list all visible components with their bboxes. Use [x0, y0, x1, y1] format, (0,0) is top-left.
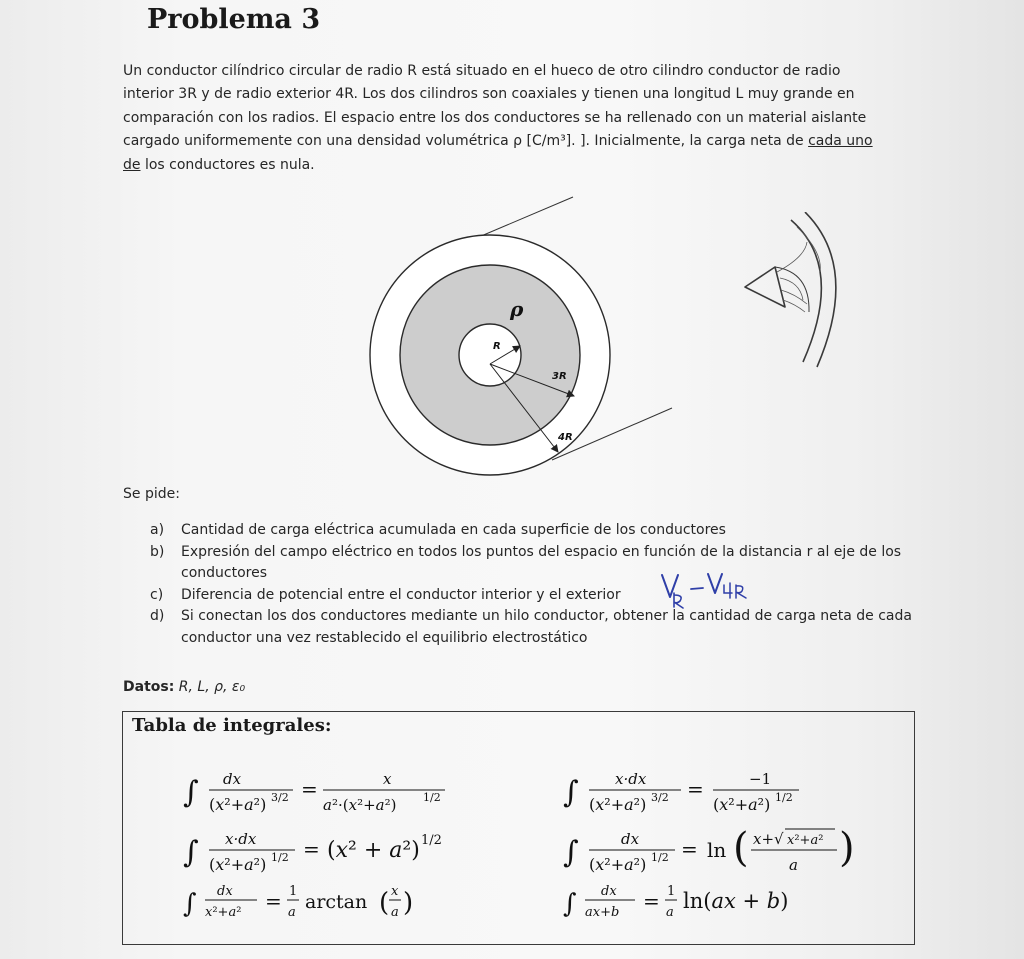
statement-line: interior 3R y de radio exterior 4R. Los dos cilindros son coaxiales y tienen una longitud L muy grande en: [123, 86, 855, 103]
svg-text:(x²+a²): (x²+a²): [209, 855, 267, 874]
svg-text:−1: −1: [749, 770, 772, 788]
svg-text:(x²+a²): (x²+a²): [209, 795, 267, 814]
svg-text:(x²+a²): (x²+a²): [589, 855, 647, 874]
svg-text:=: =: [301, 777, 318, 801]
rho-label: ρ: [510, 297, 524, 321]
svg-text:a: a: [666, 905, 674, 920]
question-label: d): [150, 608, 165, 624]
hand-sketch: [725, 212, 855, 372]
svg-text:1/2: 1/2: [421, 833, 442, 848]
svg-text:1/2: 1/2: [651, 851, 669, 864]
coaxial-cylinder-figure: [360, 188, 690, 478]
svg-text:dx: dx: [223, 770, 242, 788]
svg-text:dx: dx: [601, 884, 617, 899]
datos-value: R, L, ρ, ε₀: [178, 679, 246, 695]
datos-label: Datos:: [123, 679, 175, 695]
svg-text:(x²+a²): (x²+a²): [713, 795, 771, 814]
integral-formula: [563, 760, 863, 822]
inner-conductor: [459, 324, 521, 386]
question-text: Si conectan los dos conductores mediante un hilo conductor, obtener la cantidad de carga neta de cada conductor una vez restablecido el equilibrio electrostático: [181, 608, 912, 646]
svg-text:1/2: 1/2: [775, 791, 793, 804]
svg-text:ln: ln: [707, 838, 727, 862]
statement-line: Un conductor cilíndrico circular de radio R está situado en el hueco de otro cilindro conductor de radio: [123, 63, 841, 79]
svg-text:): ): [839, 825, 855, 871]
svg-text:dx: dx: [217, 884, 233, 899]
svg-text:x: x: [383, 770, 392, 788]
svg-text:=: =: [643, 889, 660, 913]
statement-line: de los conductores es nula.: [123, 156, 315, 173]
datos-line: [123, 679, 245, 695]
integral-formula: [183, 760, 483, 822]
svg-text:1: 1: [667, 884, 676, 899]
svg-text:=: =: [265, 889, 282, 913]
svg-text:=: =: [687, 777, 704, 801]
svg-text:∫: ∫: [183, 775, 199, 810]
question-label: a): [150, 522, 165, 538]
svg-text:a: a: [789, 856, 798, 874]
svg-text:x: x: [391, 884, 399, 899]
svg-text:(: (: [733, 825, 749, 871]
statement-line: comparación con los radios. El espacio entre los dos conductores se ha rellenado con un material aislante: [123, 109, 867, 126]
svg-text:(x² + a²): (x² + a²): [327, 838, 420, 863]
question-item: [150, 542, 920, 585]
svg-text:∫: ∫: [183, 835, 199, 870]
svg-text:∫: ∫: [563, 889, 577, 919]
question-label: b): [150, 543, 165, 560]
svg-text:): ): [403, 888, 414, 918]
svg-text:ln(ax + b): ln(ax + b): [683, 889, 789, 913]
svg-text:3/2: 3/2: [271, 791, 289, 804]
question-item: [150, 585, 920, 607]
question-text: Diferencia de potencial entre el conductor interior y el exterior: [181, 586, 621, 603]
question-text: Cantidad de carga eléctrica acumulada en cada superficie de los conductores: [181, 522, 726, 538]
integral-table-title: Tabla de integrales:: [132, 715, 332, 736]
svg-text:a: a: [288, 905, 296, 920]
svg-text:∫: ∫: [183, 889, 197, 919]
svg-text:(x²+a²): (x²+a²): [589, 795, 647, 814]
svg-text:1/2: 1/2: [423, 791, 441, 804]
svg-text:x·dx: x·dx: [615, 770, 647, 788]
statement-line: cargado uniformemente con una densidad volumétrica ρ [C/m³]. ]. Inicialmente, la carga neta de cada uno: [123, 133, 873, 150]
r3-label: 3R: [552, 371, 567, 382]
svg-text:x²+a²: x²+a²: [787, 833, 824, 848]
svg-text:∫: ∫: [563, 775, 579, 810]
svg-text:dx: dx: [621, 830, 640, 848]
question-text: Expresión del campo eléctrico en todos los puntos del espacio en función de la distancia r al eje de los conductores: [181, 543, 902, 581]
se-pide-label: Se pide:: [123, 486, 180, 502]
svg-text:∫: ∫: [563, 835, 579, 870]
integral-formula: [183, 878, 483, 928]
svg-text:x+√: x+√: [753, 830, 784, 848]
r-label: R: [493, 341, 501, 352]
question-list: [150, 520, 920, 649]
question-label: c): [150, 586, 164, 603]
r4-label: 4R: [558, 432, 573, 443]
svg-text:a: a: [391, 905, 399, 920]
svg-text:1/2: 1/2: [271, 851, 289, 864]
svg-text:a²·(x²+a²): a²·(x²+a²): [323, 796, 397, 814]
handwritten-note: [658, 571, 753, 611]
integral-formula: [563, 820, 873, 882]
svg-text:=: =: [681, 837, 698, 861]
integral-formula: [183, 820, 483, 882]
integral-formula: [563, 878, 863, 928]
svg-text:x²+a²: x²+a²: [205, 905, 242, 920]
svg-text:=: =: [303, 837, 320, 861]
question-item: [150, 606, 920, 649]
svg-text:x·dx: x·dx: [225, 830, 257, 848]
integral-table: [122, 711, 915, 945]
question-item: [150, 520, 920, 542]
problem-title: Problema 3: [147, 4, 321, 35]
svg-text:(: (: [379, 888, 390, 918]
svg-text:ax+b: ax+b: [585, 905, 620, 920]
svg-text:arctan: arctan: [305, 891, 368, 913]
svg-text:3/2: 3/2: [651, 791, 669, 804]
svg-text:1: 1: [289, 884, 298, 899]
problem-statement: [123, 60, 923, 177]
